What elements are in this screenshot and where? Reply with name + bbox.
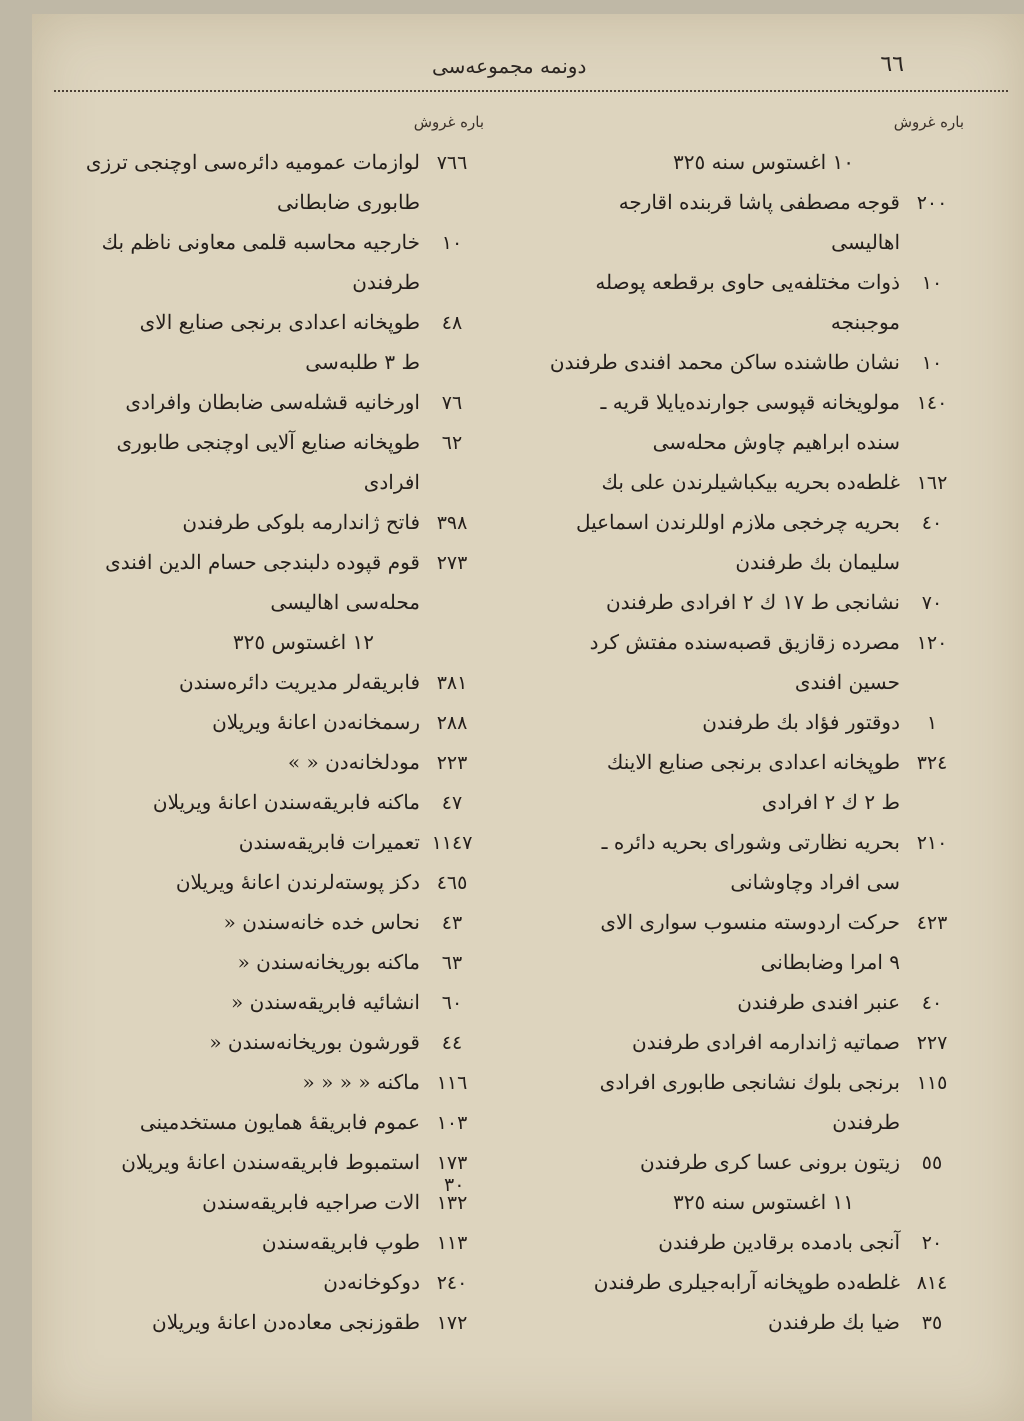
ledger-row <box>544 462 964 502</box>
amount: ٢١٠ <box>916 832 948 854</box>
side-number: ٣٠ <box>444 1174 465 1196</box>
entry-text: بحريه چرخجی ملازم اوللرندن اسماعيل <box>575 510 900 534</box>
entry-text: غلطه‌ده طوپخانه آرابه‌جيلری طرفندن <box>593 1270 900 1294</box>
ledger-row <box>44 1262 484 1302</box>
ledger-row <box>544 182 964 222</box>
header-rule <box>54 90 1008 92</box>
ledger-row <box>44 702 484 742</box>
amount: ٣٥ <box>921 1312 943 1334</box>
entry-text: خارجيه محاسبه قلمی معاونی ناظم بك <box>101 230 420 254</box>
amount: ٤٢٣ <box>916 912 948 934</box>
amount: ٢٤٠ <box>436 1272 468 1294</box>
entry-text: طوپخانه صنايع آلايی اوچنجی طابوری <box>116 430 420 454</box>
ledger-row <box>544 902 964 942</box>
date-heading <box>44 622 484 662</box>
entry-text: طوپخانه اعدادی برنجی صنايع الاينك <box>606 750 900 774</box>
entry-text: قوم قپوده دلبندجی حسام الدين افندی <box>105 550 420 574</box>
entry-text: سنده ابراهيم چاوش محله‌سی <box>652 430 900 454</box>
ledger-row <box>44 302 484 342</box>
entry-text: طوپ فابريقه‌سندن <box>261 1230 420 1254</box>
amount: ٥٥ <box>921 1152 943 1174</box>
amount: ٦٢ <box>441 432 463 454</box>
amount: ١٧٣ <box>436 1152 468 1174</box>
amount: ١٣٢ <box>436 1192 468 1214</box>
ledger-row <box>44 422 484 462</box>
entry-text: ٩ امرا وضابطانی <box>760 950 900 974</box>
amount: ٢٠٠ <box>916 192 948 214</box>
entry-text: غلطه‌ده بحريه بيكباشيلرندن علی بك <box>601 470 900 494</box>
ledger-row <box>544 502 964 542</box>
date-heading <box>544 142 964 182</box>
amount: ٦٠ <box>441 992 463 1014</box>
ledger-row <box>44 142 484 182</box>
amount: ١٠٣ <box>436 1112 468 1134</box>
amount: ١١٤٧ <box>431 832 473 854</box>
ledger-row <box>544 422 964 462</box>
entry-text: ماكنه بوريخانه‌سندن « <box>237 950 420 974</box>
left-column <box>44 102 484 1342</box>
ledger-row <box>44 502 484 542</box>
ledger-row <box>544 1062 964 1102</box>
ledger-row <box>544 302 964 342</box>
date-heading <box>544 1182 964 1222</box>
ledger-row <box>44 262 484 302</box>
amount: ٤٦٥ <box>436 872 468 894</box>
amount: ٤٠ <box>921 512 943 534</box>
amount: ٦٣ <box>441 952 463 974</box>
amount: ١٧٢ <box>436 1312 468 1334</box>
entry-text: ذوات مختلفه‌يی حاوی برقطعه پوصله <box>595 270 900 294</box>
amount: ١١٥ <box>916 1072 948 1094</box>
entry-text: طرفندن <box>352 270 420 294</box>
entry-text: ١٢ اغستوس ٣٢٥ <box>232 630 374 654</box>
entry-text: لوازمات عموميه دائره‌سی اوچنجی ترزی <box>85 150 420 174</box>
ledger-row <box>44 902 484 942</box>
ledger-row <box>544 662 964 702</box>
entry-text: ضيا بك طرفندن <box>768 1310 900 1334</box>
ledger-row <box>44 462 484 502</box>
ledger-row <box>544 742 964 782</box>
entry-text: برنجی بلوك نشانجی طابوری افرادی <box>599 1070 900 1094</box>
entry-text: حركت اردوسته منسوب سواری الای <box>600 910 900 934</box>
entry-text: طابوری ضابطانی <box>277 190 420 214</box>
ledger-row <box>544 382 964 422</box>
ledger-row <box>544 782 964 822</box>
amount: ٢٨٨ <box>436 712 468 734</box>
amount: ١٢٠ <box>916 632 948 654</box>
amount: ٤٠ <box>921 992 943 1014</box>
ledger-row <box>44 662 484 702</box>
ledger-row <box>44 1302 484 1342</box>
ledger-row <box>544 982 964 1022</box>
ledger-row <box>544 1142 964 1182</box>
amount: ٢٠ <box>921 1232 943 1254</box>
ledger-row <box>44 342 484 382</box>
amount: ١٠ <box>921 272 943 294</box>
entry-text: طقوزنجی معاده‌دن اعانهٔ ويريلان <box>152 1310 420 1334</box>
ledger-row <box>544 1222 964 1262</box>
amount: ٤٤ <box>441 1032 463 1054</box>
entry-text: محله‌سی اهاليسی <box>270 590 420 614</box>
entry-text: ط ٢ ك ٢ افرادی <box>761 790 900 814</box>
ledger-row <box>44 1102 484 1142</box>
entry-text: قورشون بوريخانه‌سندن « <box>209 1030 420 1054</box>
amount: ١٠ <box>921 352 943 374</box>
page-header <box>32 52 1024 92</box>
ledger-row <box>544 582 964 622</box>
ledger-row <box>44 782 484 822</box>
amount: ٤٣ <box>441 912 463 934</box>
amount: ١١٣ <box>436 1232 468 1254</box>
entry-text: ماكنه فابريقه‌سندن اعانهٔ ويريلان <box>152 790 420 814</box>
entry-text: افرادی <box>363 470 420 494</box>
entry-text: فاتح ژاندارمه بلوكی طرفندن <box>182 510 420 534</box>
ledger-row <box>44 982 484 1022</box>
document-page <box>32 14 1024 1421</box>
entry-text: بحريه نظارتی وشورای بحريه دائره ـ <box>601 830 900 854</box>
entry-text: فابريقه‌لر مديريت دائره‌سندن <box>178 670 420 694</box>
entry-text: رسمخانه‌دن اعانهٔ ويريلان <box>212 710 420 734</box>
ledger-row <box>544 1102 964 1142</box>
amount: ٣٩٨ <box>436 512 468 534</box>
ledger-row <box>44 1222 484 1262</box>
ledger-row <box>544 822 964 862</box>
amount: ٢٢٧ <box>916 1032 948 1054</box>
ledger-row <box>44 382 484 422</box>
ledger-row <box>544 1302 964 1342</box>
amount: ٣٨١ <box>436 672 468 694</box>
entry-text: سی افراد وچاوشانی <box>730 870 900 894</box>
entry-text: دوقتور فؤاد بك طرفندن <box>702 710 900 734</box>
entry-text: تعميرات فابريقه‌سندن <box>238 830 420 854</box>
entry-text: مولويخانه قپوسی جوارنده‌يايلا قريه ـ <box>600 390 900 414</box>
entry-text: الات صراجيه فابريقه‌سندن <box>202 1190 420 1214</box>
entry-text: ماكنه « « « « <box>302 1070 420 1094</box>
ledger-row <box>544 342 964 382</box>
entry-text: اهاليسی <box>831 230 900 254</box>
entry-text: نشان طاشنده ساكن محمد افندی طرفندن <box>549 350 900 374</box>
amount: ٧٠ <box>921 592 943 614</box>
column-heading: باره غروش <box>893 113 964 131</box>
entry-text: مودلخانه‌دن « » <box>287 750 420 774</box>
entry-text: دكز پوسته‌لرندن اعانهٔ ويريلان <box>175 870 420 894</box>
entry-text: عموم فابريقهٔ همايون مستخدمينی <box>139 1110 420 1134</box>
ledger-row <box>544 262 964 302</box>
entry-text: حسين افندی <box>794 670 900 694</box>
entry-text: ١١ اغستوس سنه ٣٢٥ <box>673 1190 854 1214</box>
running-title: دونمه مجموعه‌سی <box>432 54 587 78</box>
ledger-row <box>44 1142 484 1182</box>
ledger-row <box>44 1022 484 1062</box>
entry-text: قوجه مصطفى پاشا قربنده اقارجه <box>618 190 900 214</box>
ledger-row <box>544 222 964 262</box>
entry-text: عنبر افندی طرفندن <box>737 990 900 1014</box>
amount: ١٦٢ <box>916 472 948 494</box>
ledger-row <box>44 542 484 582</box>
ledger-row <box>44 222 484 262</box>
page-number: ٦٦ <box>880 52 904 77</box>
entry-text: ١٠ اغستوس سنه ٣٢٥ <box>673 150 854 174</box>
ledger-row <box>44 742 484 782</box>
entry-text: ط ٣ طلبه‌سی <box>305 350 420 374</box>
entry-text: موجبنجه <box>830 310 900 334</box>
amount: ٤٨ <box>441 312 463 334</box>
amount: ٧٦٦ <box>436 152 468 174</box>
amount: ٤٧ <box>441 792 463 814</box>
entry-text: اورخانيه قشله‌سی ضابطان وافرادی <box>125 390 420 414</box>
ledger-row <box>44 942 484 982</box>
entry-text: صماتيه ژاندارمه افرادی طرفندن <box>632 1030 900 1054</box>
entry-text: نشانجی ط ١٧ ك ٢ افرادی طرفندن <box>605 590 900 614</box>
amount: ٢٧٣ <box>436 552 468 574</box>
amount: ٨١٤ <box>916 1272 948 1294</box>
entry-text: استمبوط فابريقه‌سندن اعانهٔ ويريلان <box>121 1150 420 1174</box>
ledger-row <box>44 822 484 862</box>
entry-text: سليمان بك طرفندن <box>735 550 900 574</box>
amount: ١ <box>926 712 938 734</box>
amount: ١١٦ <box>436 1072 468 1094</box>
entry-text: انشائيه فابريقه‌سندن « <box>231 990 420 1014</box>
ledger-row <box>544 942 964 982</box>
ledger-row <box>44 862 484 902</box>
entry-text: مصرده زقازيق قصبه‌سنده مفتش كرد <box>589 630 900 654</box>
right-column <box>544 102 964 1342</box>
entry-text: نحاس خده خانه‌سندن « <box>223 910 420 934</box>
column-heading: باره غروش <box>413 113 484 131</box>
ledger-row <box>44 1182 484 1222</box>
ledger-row <box>44 1062 484 1102</box>
entry-text: طرفندن <box>832 1110 900 1134</box>
entry-text: دوكوخانه‌دن <box>323 1270 420 1294</box>
ledger-row <box>44 582 484 622</box>
amount: ١٠ <box>441 232 463 254</box>
ledger-row <box>544 542 964 582</box>
amount: ٢٢٣ <box>436 752 468 774</box>
ledger-row <box>544 622 964 662</box>
amount: ١٤٠ <box>916 392 948 414</box>
ledger-row <box>44 182 484 222</box>
ledger-row <box>544 1022 964 1062</box>
amount: ٧٦ <box>441 392 463 414</box>
amount: ٣٢٤ <box>916 752 948 774</box>
ledger-row <box>544 702 964 742</box>
entry-text: زيتون برونی عسا كری طرفندن <box>639 1150 900 1174</box>
entry-text: آنجی بادمده برقادين طرفندن <box>658 1230 900 1254</box>
ledger-row <box>544 1262 964 1302</box>
ledger-row <box>544 862 964 902</box>
entry-text: طوپخانه اعدادی برنجی صنايع الای <box>139 310 420 334</box>
